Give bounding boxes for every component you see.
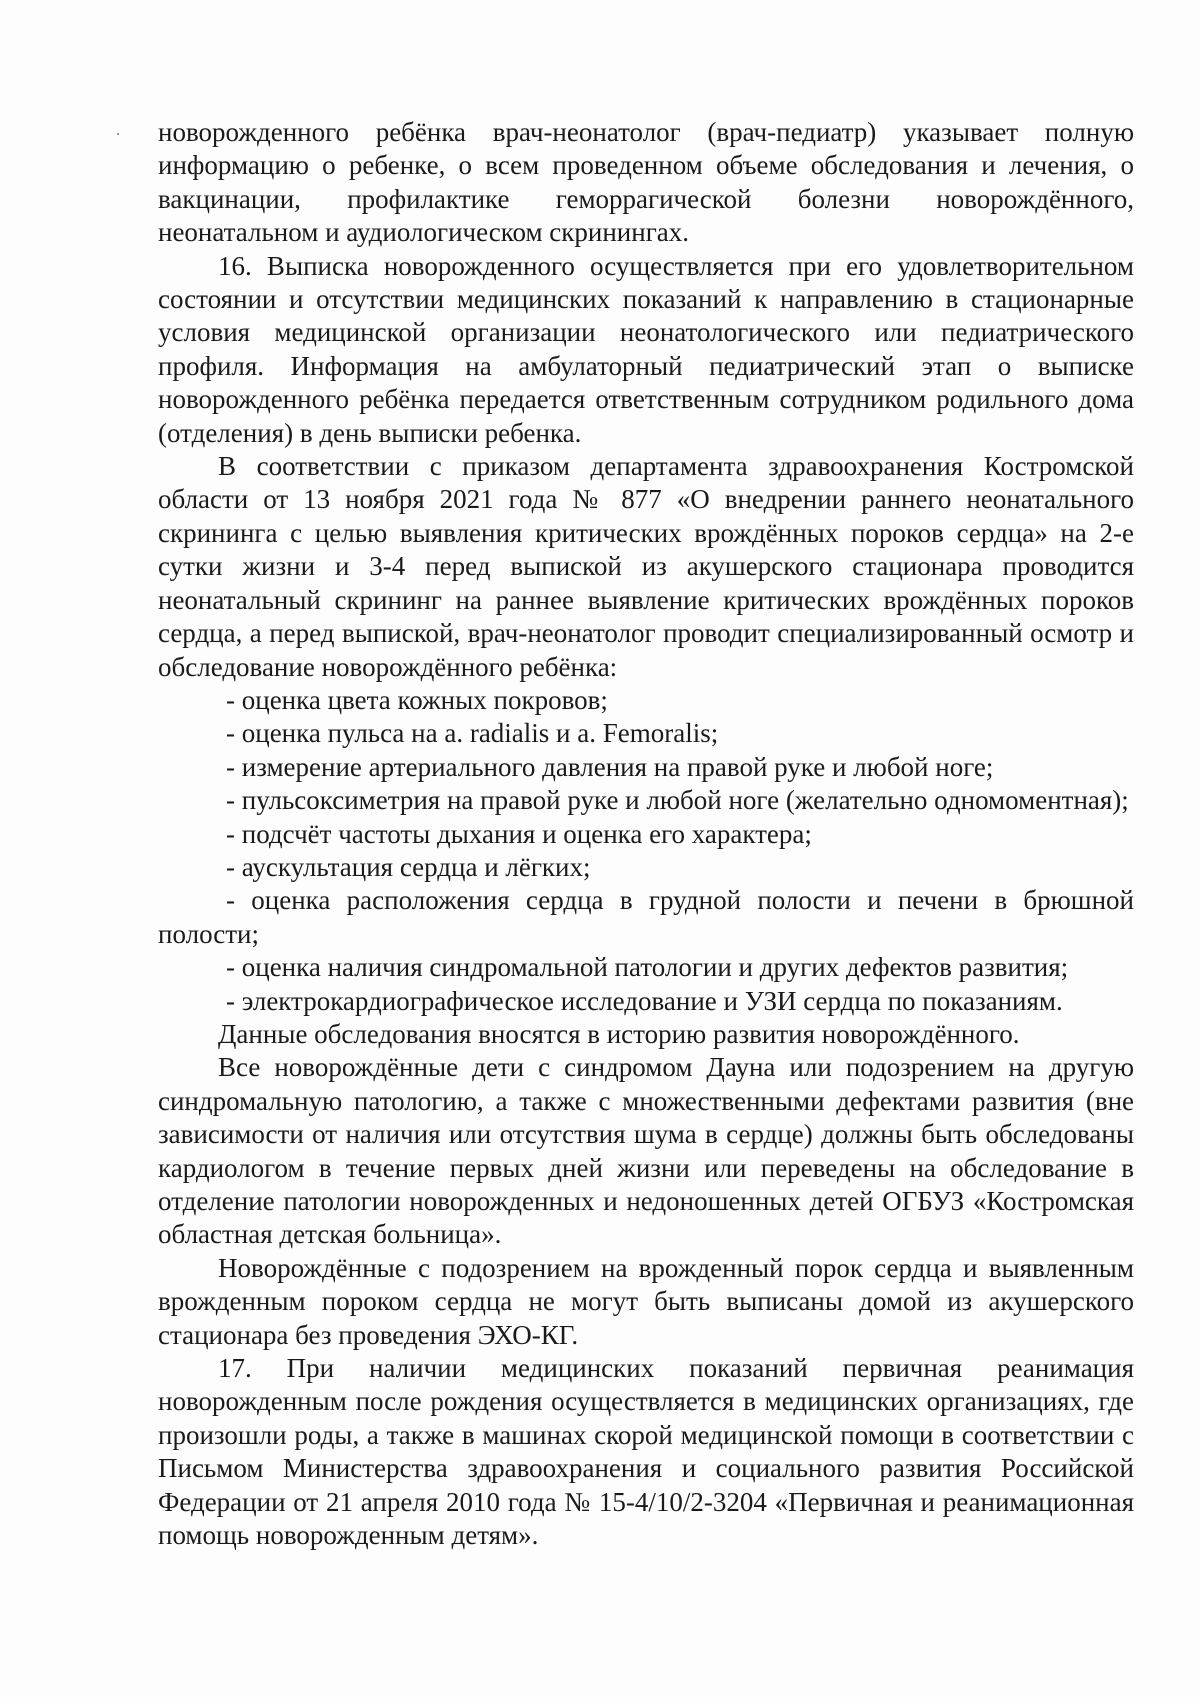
list-item: - оценка пульса на a. radialis и a. Femoralis; [226,718,719,749]
list-item: - оценка цвета кожных покровов; [226,684,608,715]
paragraph-heart-defect: Новорождённые с подозрением на врожденный порок сердца и выявленным врожденным пороком сердца не могут быть выписаны домой из акушерского стационара без проведения ЭХО-КГ. [158,1252,1134,1350]
list-item: - аускультация сердца и лёгких; [226,851,591,882]
list-item: - оценка наличия синдромальной патологии и других дефектов развития; [226,952,1069,983]
list-item: - измерение артериального давления на правой руке и любой ноге; [226,751,994,782]
document-body [158,116,1134,1552]
paragraph-16: 16. Выписка новорожденного осуществляется при его удовлетворительном состоянии и отсутствии медицинских показаний к направлению в стационарные условия медицинской организации неонатологического или педиатрического профиля. Информация на амбулаторный педиатрический этап о выписке новорожденного ребёнка передается ответственным сотрудником родильного дома (отделения) в день выписки ребенка. [158,250,1134,448]
paragraph-17: 17. При наличии медицинских показаний первичная реанимация новорожденным после рождения осуществляется в медицинских организациях, где произошли роды, а также в машинах скорой медицинской помощи в соответствии с Письмом Министерства здравоохранения и социального развития Российской Федерации от 21 апреля 2010 года № 15-4/10/2-3204 «Первичная и реанимационная помощь новорожденным детям». [158,1353,1134,1551]
paragraph-screening: В соответствии с приказом департамента здравоохранения Костромской области от 13 ноября 2021 года № 877 «О внедрении раннего неонатального скрининга с целью выявления критических врождённых пороков сердца» на 2-е сутки жизни и 3-4 перед выпиской из акушерского стационара проводится неонатальный скрининг на раннее выявление критических врождённых пороков сердца, а перед выпиской, врач-неонатолог проводит специализированный осмотр и обследование новорождённого ребёнка: [158,451,1134,682]
paragraph-down-syndrome: Все новорождённые дети с синдромом Дауна или подозрением на другую синдромальную патологию, а также с множественными дефектами развития (вне зависимости от наличия или отсутствия шума в сердце) должны быть обследованы кардиологом в течение первых дней жизни или переведены на обследование в отделение патологии новорожденных и недоношенных детей ОГБУЗ «Костромская областная детская больница». [158,1052,1134,1250]
scan-speck [117,133,119,135]
list-item: - пульсоксиметрия на правой руке и любой ноге (желательно одномоментная); [226,785,1129,816]
list-item: - подсчёт частоты дыхания и оценка его характера; [226,818,812,849]
paragraph-continuation: новорожденного ребёнка врач-неонатолог (врач-педиатр) указывает полную информацию о ребенке, о всем проведенном объеме обследования и лечения, о вакцинации, профилактике геморрагической болезни новорождённого, неонатальном и аудиологическом скринингах. [158,117,1134,248]
list-item: - оценка расположения сердца в грудной полости и печени в брюшной полости; [158,885,1134,949]
list-item: - электрокардиографическое исследование и УЗИ сердца по показаниям. [226,985,1063,1016]
paragraph-data-recorded: Данные обследования вносятся в историю развития новорождённого. [218,1018,1020,1049]
